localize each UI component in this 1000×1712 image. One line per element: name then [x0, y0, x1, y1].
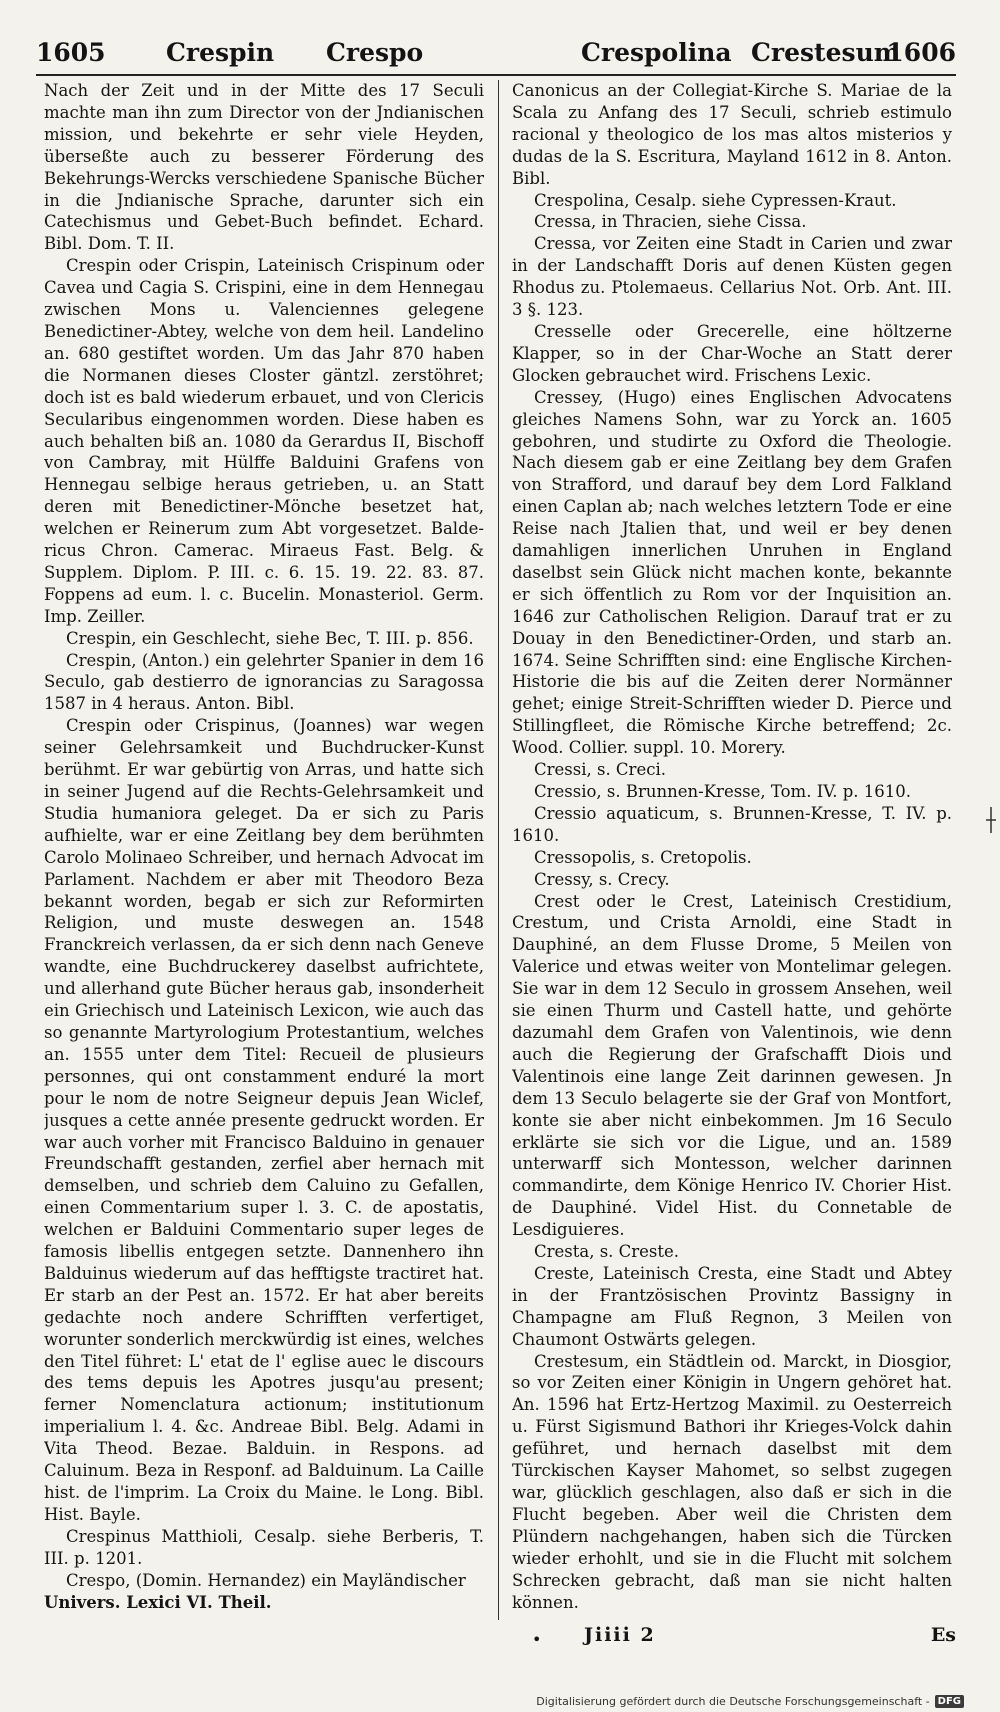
- page-footer: [0, 1618, 956, 1658]
- volume-line: Univers. Lexici VI. Theil.: [44, 1592, 272, 1612]
- entry-crespinus-matthioli: Crespinus Matthioli, Cesalp. siehe Berberis, T. III. p. 1201.: [44, 1526, 484, 1568]
- entry-cressa-caria: Cressa, vor Zeiten eine Stadt in Carien und zwar in der Landschafft Doris auf denen Küsten gegen Rhodus zu. Ptolemaeus. Cellarius Not. Orb. Ant. III. 3 §. 123.: [512, 234, 952, 320]
- entry-crespin-family: Crespin, ein Geschlecht, siehe Bec, T. III. p. 856.: [66, 628, 474, 648]
- header-keyword-3: Crespolina: [581, 38, 732, 67]
- page-number-left: 1605: [36, 38, 106, 67]
- entry-cressa-thracia: Cressa, in Thracien, siehe Cissa.: [534, 212, 807, 232]
- left-column: [44, 80, 484, 1620]
- entry-crespo: Crespo, (Domin. Hernandez) ein Mayländischer: [66, 1570, 466, 1590]
- header-keyword-1: Crespin: [166, 38, 275, 67]
- entry-crespo-continuation: Canonicus an der Collegiat-Kirche S. Mariae de la Scala zu Anfang des 17 Seculi, schrieb estimulo racional y theologico de los mas altos misterios y dudas de la S. Escritura, Mayland 1612 in 8. Anton. Bibl.: [512, 81, 952, 188]
- entry-cressio: Cressio, s. Brunnen-Kresse, Tom. IV. p. 1610.: [534, 782, 912, 801]
- entry-crespin-joannes: Crespin oder Crispinus, (Joannes) war wegen seiner Gelehrsamkeit und Buchdrucker-Kunst berühmt. Er war gebürtig von Arras, und hatte sich in seiner Jugend auf die Rechts-Gelehrsamkeit und Studia humaniora geleget. Da er sich zu Paris aufhielte, war er eine Zeitlang bey dem berühmten Carolo Molinaeo Schreiber, und hernach Advocat im Parlament. Nachdem er aber mit Theodoro Beza bekannt worden, begab er sich zur Reformirten Religion, und muste deswegen an. 1548 Franckreich verlassen, da er sich denn nach Geneve wandte, eine Buchdruckerey daselbst aufrichtete, und allerhand gute Bücher heraus gab, insonderheit ein Griechisch und Lateinisch Lexicon, wie auch das so genannte Martyrologium Protestantium, welches an. 1555 unter dem Titel: Recueil de plusieurs personnes, qui ont constamment enduré la mort pour le nom de notre Seigneur depuis Jean Wiclef, jusques a cette année presente gedruckt worden. Er war auch vorher mit Francisco Balduino in genauer Freundschafft gestanden, zerfiel aber hernach mit demselben, und schrieb dem Caluino zu Gefallen, einen Commentarium super l. 3. C. de apostatis, welchen er Balduini Commentario super leges de famosis libellis entgegen setzte. Dannenhero ihn Balduinus wiederum auf das hefftigste tractiret hat. Er starb an der Pest an. 1572. Er hat aber bereits gedachte noch andere Schrifften verfertiget, worunter sonderlich merckwürdig ist eines, welches den Titel führet: L' etat de l' eglise auec le discours des tems depuis les Apotres jusqu'au present; ferner Nomenclatura actionum; institutionum imperialium l. 4. &c. Andreae Bibl. Belg. Adami in Vita Theod. Bezae. Balduin. in Respons. ad Caluinum. Beza in Responf. ad Balduinum. La Caille hist. de l'imprim. La Croix du Maine. le Long. Bibl. Hist. Bayle.: [44, 716, 484, 1524]
- dfg-logo-icon: DFG: [935, 1695, 964, 1708]
- right-column: [512, 80, 952, 1620]
- catchword: Es: [930, 1624, 956, 1646]
- entry-crespin-anton: Crespin, (Anton.) ein gelehrter Spanier in dem 16 Seculo, gab destierro de ignorancias zu Saragossa 1587 in 4 heraus. Anton. Bibl.: [44, 650, 484, 714]
- entry-cressy: Cressy, s. Crecy.: [534, 869, 670, 889]
- entry-crestesum: Crestesum, ein Städtlein od. Marckt, in Diosgior, so vor Zeiten einer Königin in Ungern gehöret hat. An. 1596 hat Ertz-Hertzog Maximil. zu Oesterreich u. Fürst Sigismund Bathori ihr Krieges-Volck dahin geführet, und hernach daselbst mit dem Türckischen Kayser Mahomet, so selbst zugegen war, glücklich geschlagen, also daß er sich in die Flucht begeben. Aber weil die Christen dem Plündern nachgehangen, haben sich die Türcken wieder erhohlt, und sie in die Flucht mit solchem Schrecken gebracht, daß man sie nicht halten können.: [512, 1351, 952, 1612]
- entry-cressi: Cressi, s. Creci.: [534, 760, 666, 780]
- column-divider: [498, 80, 499, 1620]
- entry-crespin-abbey: Crespin oder Crispin, Lateinisch Crispinum oder Cavea und Cagia S. Crispini, eine in dem Hennegau zwischen Mons u. Valenciennes gelegene Benedictiner-Abtey, welche von dem heil. Landelino an. 680 gestiftet worden. Um das Jahr 870 haben die Normanen dieses Closter gäntzl. zerstöhret; doch ist es bald wiederum erbauet, und von Clericis Secularibus eingenommen worden. Diese haben es auch behalten biß an. 1080 da Gerardus II, Bischoff von Cambray, mit Hülffe Balduini Grafens von Hennegau selbige heraus getrieben, u. an Statt deren mit Benedictiner-Mönche besetzet hat, welchen er Reinerum zum Abt vorgesetzet. Balde-ricus Chron. Camerac. Miraeus Fast. Belg. & Supplem. Diplom. P. III. c. 6. 15. 19. 22. 83. 87. Foppens ad eum. l. c. Bucelin. Monasteriol. Germ. Imp. Zeiller.: [44, 256, 484, 626]
- entry-cresselle: Cresselle oder Grecerelle, eine höltzerne Klapper, so in der Char-Woche an Statt derer Glocken gebrauchet wird. Frischens Lexic.: [512, 321, 952, 385]
- footer-mark: •: [532, 1630, 542, 1649]
- entry-crest: Crest oder le Crest, Lateinisch Crestidium, Crestum, und Crista Arnoldi, eine Stadt in Dauphiné, an dem Flusse Drome, 5 Meilen von Valerice und etwas weiter von Montelimar gelegen. Sie war in dem 12 Seculo in grossem Ansehen, weil sie einen Thurm und Castell hatte, und gehörte dazumahl dem Grafen von Valentinois, wie denn auch die Regierung der Grafschafft Diois und Valentinois eine lange Zeit darinnen gewesen. Jn dem 13 Seculo belagerte sie der Graf von Montfort, konte sie aber nicht einbekommen. Jm 16 Seculo erklärte sie sich vor die Ligue, und an. 1589 unterwarff sich Montesson, welcher darinnen commandirte, dem Könige Henrico IV. Chorier Hist. de Dauphiné. Videl Hist. du Connetable de Lesdiguieres.: [512, 891, 952, 1240]
- signature-mark: Jiiii 2: [584, 1624, 656, 1646]
- header-keyword-4: Crestesum: [751, 38, 901, 67]
- entry-cressio-aquaticum: Cressio aquaticum, s. Brunnen-Kresse, T. IV. p. 1610.: [512, 803, 952, 845]
- entry-creste: Creste, Lateinisch Cresta, eine Stadt und Abtey in der Frantzösischen Provintz Bassigny in Champagne am Fluß Regnon, 3 Meilen von Chaumont Ostwärts gelegen.: [512, 1263, 952, 1349]
- digitization-credit: [536, 1692, 964, 1710]
- entry-cresta: Cresta, s. Creste.: [534, 1242, 680, 1262]
- entry-cressopolis: Cressopolis, s. Cretopolis.: [534, 847, 752, 867]
- margin-mark-icon: [985, 805, 997, 835]
- entry-continuation: Nach der Zeit und in der Mitte des 17 Seculi machte man ihn zum Director von der Jndianischen mission, und bekehrte er sehr viele Heyden, überseßte auch zu besserer Förderung des Bekehrungs-Wercks verschiedene Spanische Bücher in die Jndianische Sprache, darunter sich ein Catechismus und Gebet-Buch befindet. Echard. Bibl. Dom. T. II.: [44, 81, 484, 254]
- page-number-right: 1606: [886, 38, 956, 67]
- entry-cressey: Cressey, (Hugo) eines Englischen Advocatens gleiches Namens Sohn, war zu Yorck an. 1605 gebohren, und studirte zu Oxford die Theologie. Nach diesem gab er eine Zeitlang bey dem Grafen von Strafford, und darauf bey dem Lord Falkland einen Caplan ab; nach welches letztern Tode er eine Reise nach Jtalien that, und weil er bey denen damahligen innerlichen Unruhen in England daselbst sein Glück nicht machen konte, bekannte er sich öffentlich zu Rom vor der Inquisition an. 1646 zur Catholischen Religion. Darauf trat er zu Douay in den Benedictiner-Orden, und starb an. 1674. Seine Schrifften sind: eine Englische Kirchen-Historie die bis auf die Zeiten derer Normänner gehet; einige Streit-Schrifften wieder D. Pierce und Stillingfleet, die Römische Kirche betreffend; 2c. Wood. Collier. suppl. 10. Morery.: [512, 387, 952, 758]
- credit-text: Digitalisierung gefördert durch die Deutsche Forschungsgemeinschaft -: [536, 1694, 930, 1708]
- header-keyword-2: Crespo: [326, 38, 424, 67]
- entry-crespolina: Crespolina, Cesalp. siehe Cypressen-Kraut.: [534, 190, 897, 210]
- page-header: [36, 34, 956, 78]
- header-rule: [36, 74, 956, 76]
